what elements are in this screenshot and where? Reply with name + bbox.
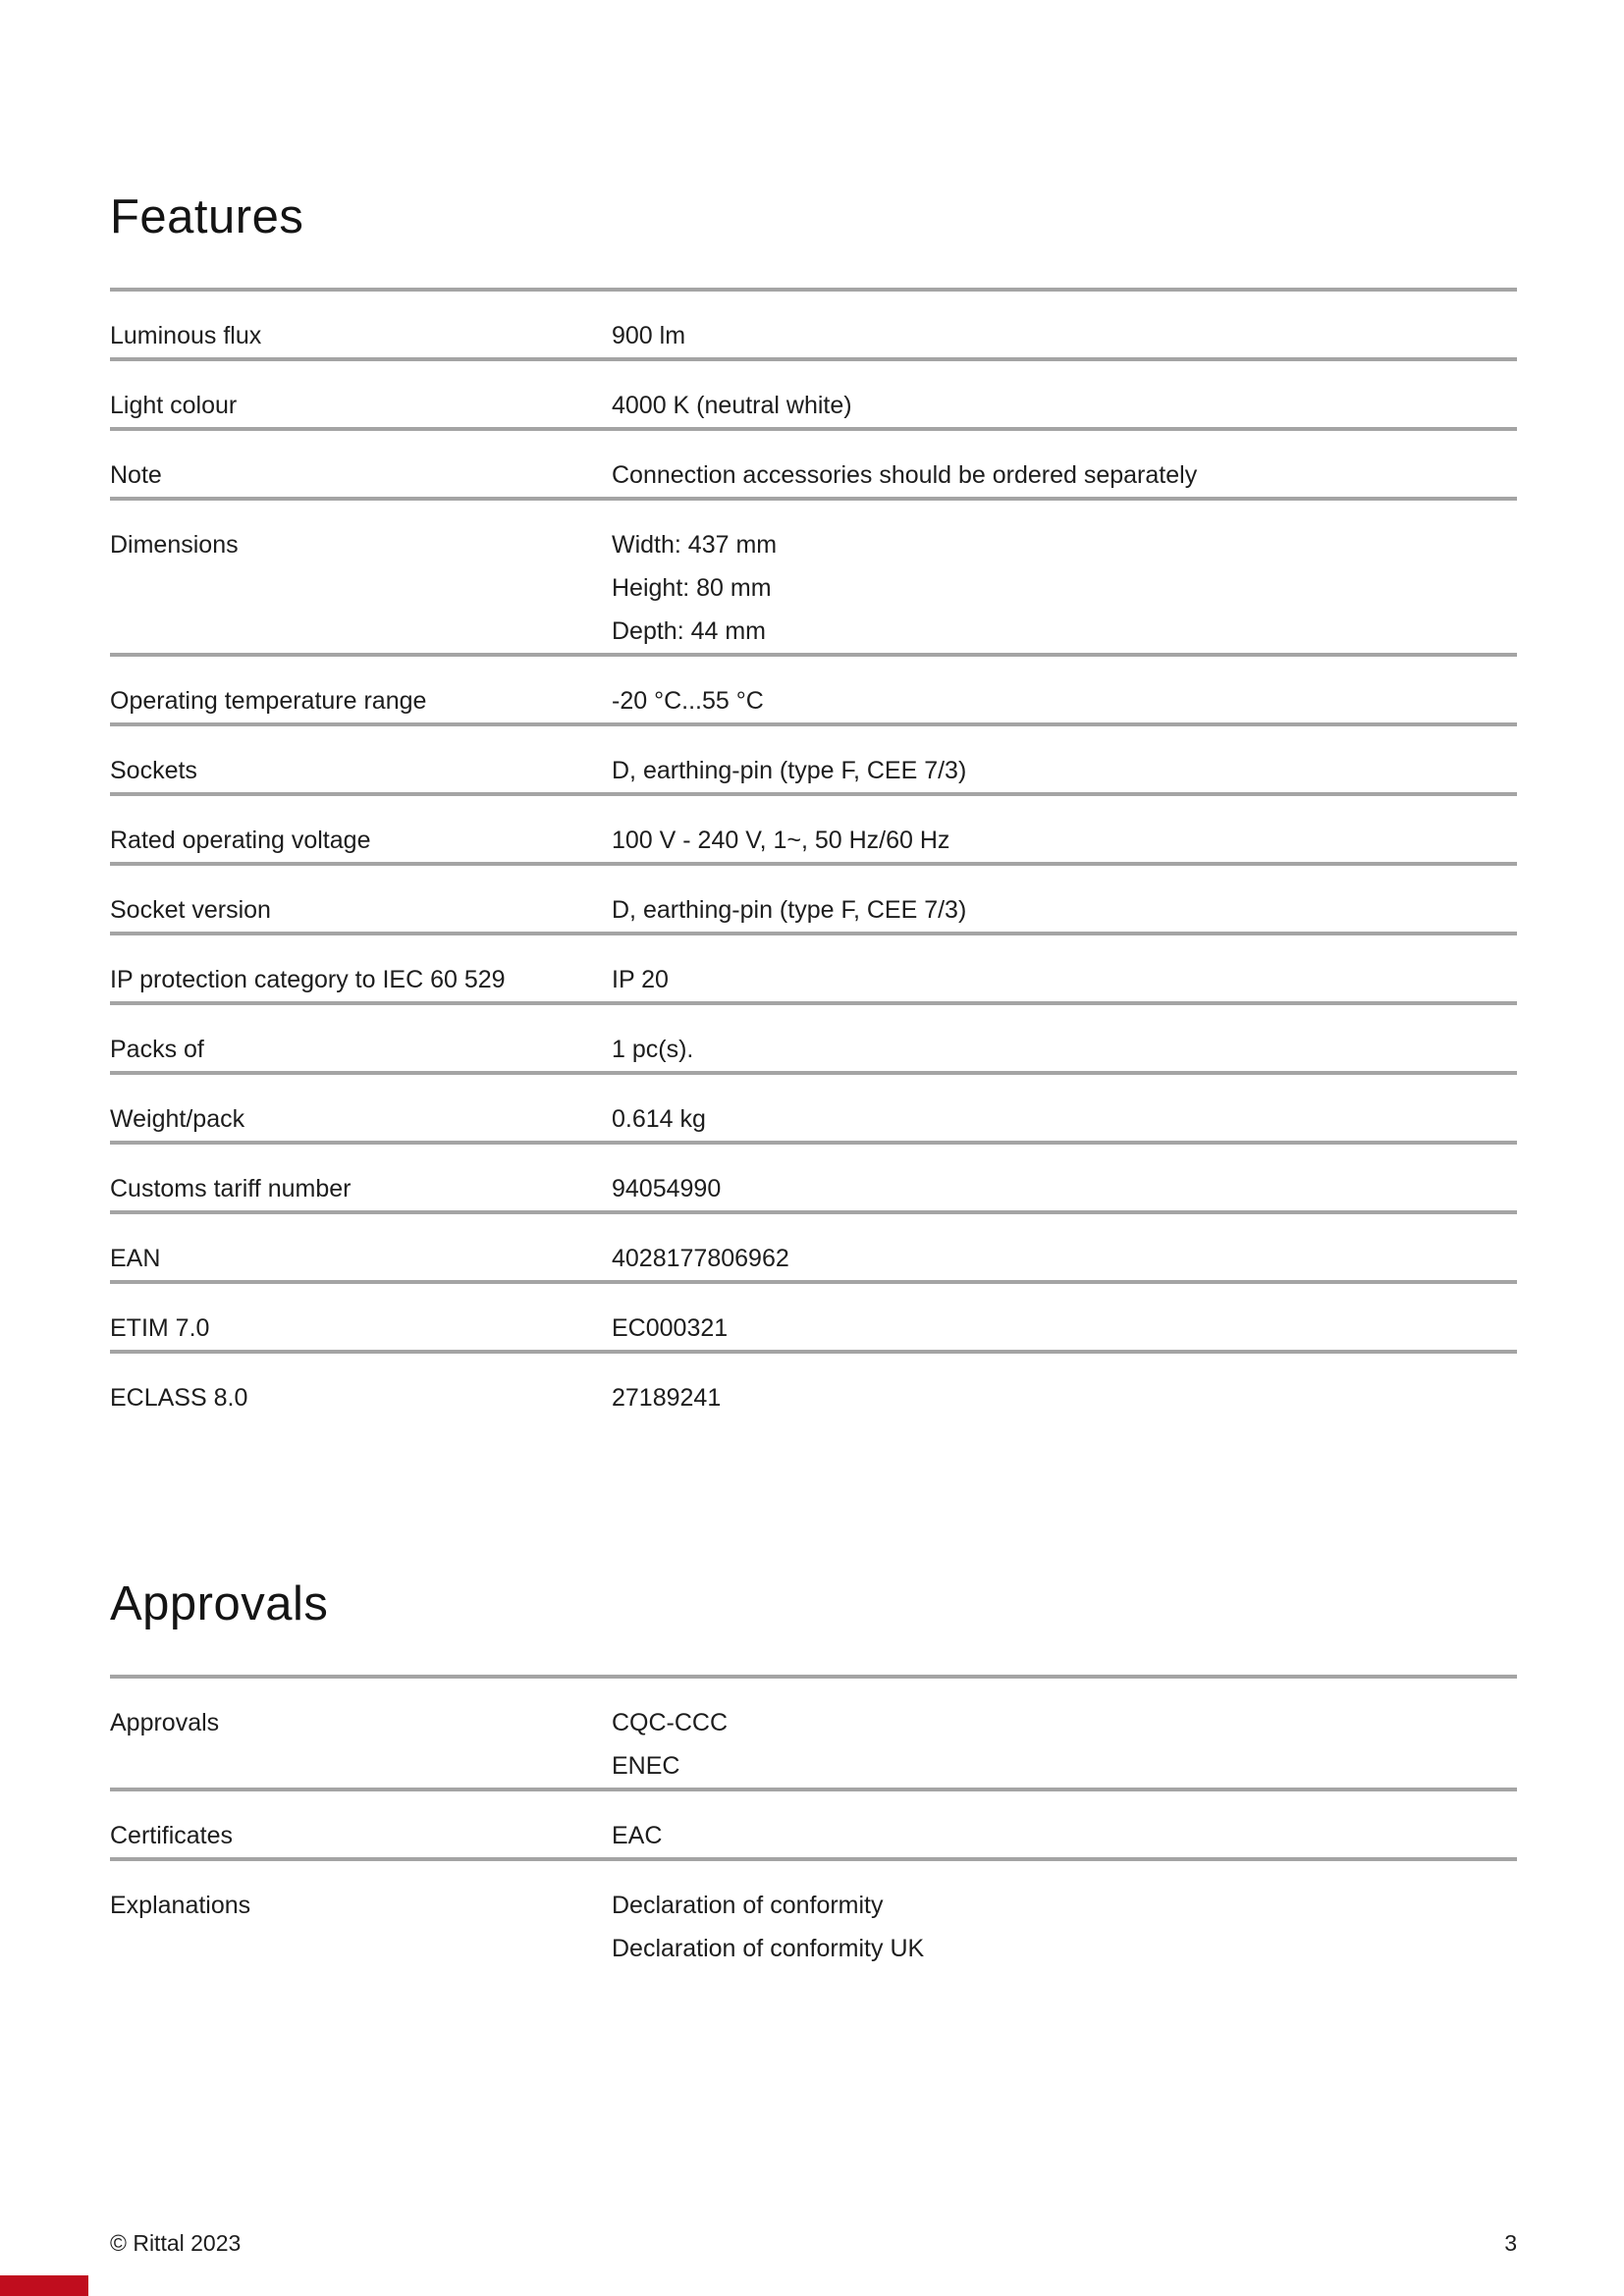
- table-row: [110, 1001, 1517, 1071]
- table-row: [110, 427, 1517, 497]
- spec-label: Operating temperature range: [110, 687, 427, 715]
- table-row: [110, 1141, 1517, 1210]
- spec-label: Packs of: [110, 1036, 204, 1063]
- spec-value-line: 94054990: [612, 1175, 722, 1202]
- spec-label: ETIM 7.0: [110, 1314, 210, 1342]
- spec-section: [110, 1576, 1517, 1970]
- spec-value: [612, 1814, 1517, 1857]
- spec-label: Weight/pack: [110, 1105, 245, 1133]
- spec-value: [612, 1167, 1517, 1210]
- spec-value-line: Declaration of conformity UK: [612, 1935, 925, 1962]
- spec-value: [612, 958, 1517, 1001]
- spec-label: Luminous flux: [110, 322, 262, 349]
- spec-value-line: Connection accessories should be ordered separately: [612, 461, 1198, 489]
- spec-value-line: 27189241: [612, 1384, 722, 1412]
- spec-value: [612, 819, 1517, 862]
- spec-value-line: -20 °C...55 °C: [612, 687, 764, 715]
- table-row: [110, 1350, 1517, 1419]
- page-footer: [110, 2228, 1517, 2258]
- spec-label: Explanations: [110, 1892, 251, 1919]
- table-row: [110, 497, 1517, 653]
- spec-label: Note: [110, 461, 162, 489]
- spec-value-line: D, earthing-pin (type F, CEE 7/3): [612, 896, 967, 924]
- spec-value-line: Width: 437 mm: [612, 531, 778, 559]
- spec-table: [110, 1675, 1517, 1970]
- spec-value-line: EC000321: [612, 1314, 729, 1342]
- spec-value-line: ENEC: [612, 1752, 680, 1780]
- spec-value: [612, 454, 1517, 497]
- page-number: 3: [1504, 2230, 1517, 2256]
- spec-value-line: Height: 80 mm: [612, 574, 772, 602]
- spec-value: [612, 679, 1517, 722]
- spec-value-line: 4000 K (neutral white): [612, 392, 852, 419]
- spec-value-line: D, earthing-pin (type F, CEE 7/3): [612, 757, 967, 784]
- table-row: [110, 1675, 1517, 1788]
- spec-label: Approvals: [110, 1709, 220, 1736]
- spec-label: Socket version: [110, 896, 271, 924]
- spec-value: [612, 1884, 1517, 1970]
- spec-value-line: 1 pc(s).: [612, 1036, 694, 1063]
- spec-value: [612, 523, 1517, 653]
- spec-label: Sockets: [110, 757, 197, 784]
- spec-value-line: 4028177806962: [612, 1245, 789, 1272]
- table-row: [110, 722, 1517, 792]
- spec-value-line: 0.614 kg: [612, 1105, 706, 1133]
- spec-value: [612, 314, 1517, 357]
- spec-section: [110, 189, 1517, 1419]
- spec-label: Certificates: [110, 1822, 234, 1849]
- spec-table: [110, 288, 1517, 1419]
- spec-label: IP protection category to IEC 60 529: [110, 966, 506, 993]
- spec-value: [612, 1376, 1517, 1419]
- spec-value-line: CQC-CCC: [612, 1709, 729, 1736]
- spec-label: Light colour: [110, 392, 238, 419]
- spec-value-line: EAC: [612, 1822, 663, 1849]
- copyright-text: © Rittal 2023: [110, 2230, 242, 2256]
- spec-value-line: IP 20: [612, 966, 669, 993]
- spec-value: [612, 888, 1517, 932]
- table-row: [110, 653, 1517, 722]
- table-row: [110, 1788, 1517, 1857]
- brand-red-bar: [0, 2275, 88, 2296]
- spec-label: ECLASS 8.0: [110, 1384, 248, 1412]
- spec-label: Rated operating voltage: [110, 827, 371, 854]
- spec-value-line: 100 V - 240 V, 1~, 50 Hz/60 Hz: [612, 827, 950, 854]
- table-row: [110, 1280, 1517, 1350]
- table-row: [110, 288, 1517, 357]
- spec-value: [612, 384, 1517, 427]
- spec-label: Customs tariff number: [110, 1175, 352, 1202]
- spec-value: [612, 1028, 1517, 1071]
- spec-value-line: Declaration of conformity: [612, 1892, 884, 1919]
- spec-value-line: 900 lm: [612, 322, 686, 349]
- spec-value: [612, 749, 1517, 792]
- spec-value: [612, 1097, 1517, 1141]
- spec-value: [612, 1701, 1517, 1788]
- table-row: [110, 862, 1517, 932]
- table-row: [110, 1210, 1517, 1280]
- spec-label: EAN: [110, 1245, 161, 1272]
- table-row: [110, 357, 1517, 427]
- page-content: [110, 189, 1517, 1970]
- table-row: [110, 932, 1517, 1001]
- spec-value-line: Depth: 44 mm: [612, 617, 767, 645]
- spec-value: [612, 1307, 1517, 1350]
- table-row: [110, 1857, 1517, 1970]
- table-row: [110, 1071, 1517, 1141]
- section-title: Approvals: [110, 1577, 329, 1630]
- table-row: [110, 792, 1517, 862]
- spec-label: Dimensions: [110, 531, 239, 559]
- spec-value: [612, 1237, 1517, 1280]
- section-title: Features: [110, 190, 304, 243]
